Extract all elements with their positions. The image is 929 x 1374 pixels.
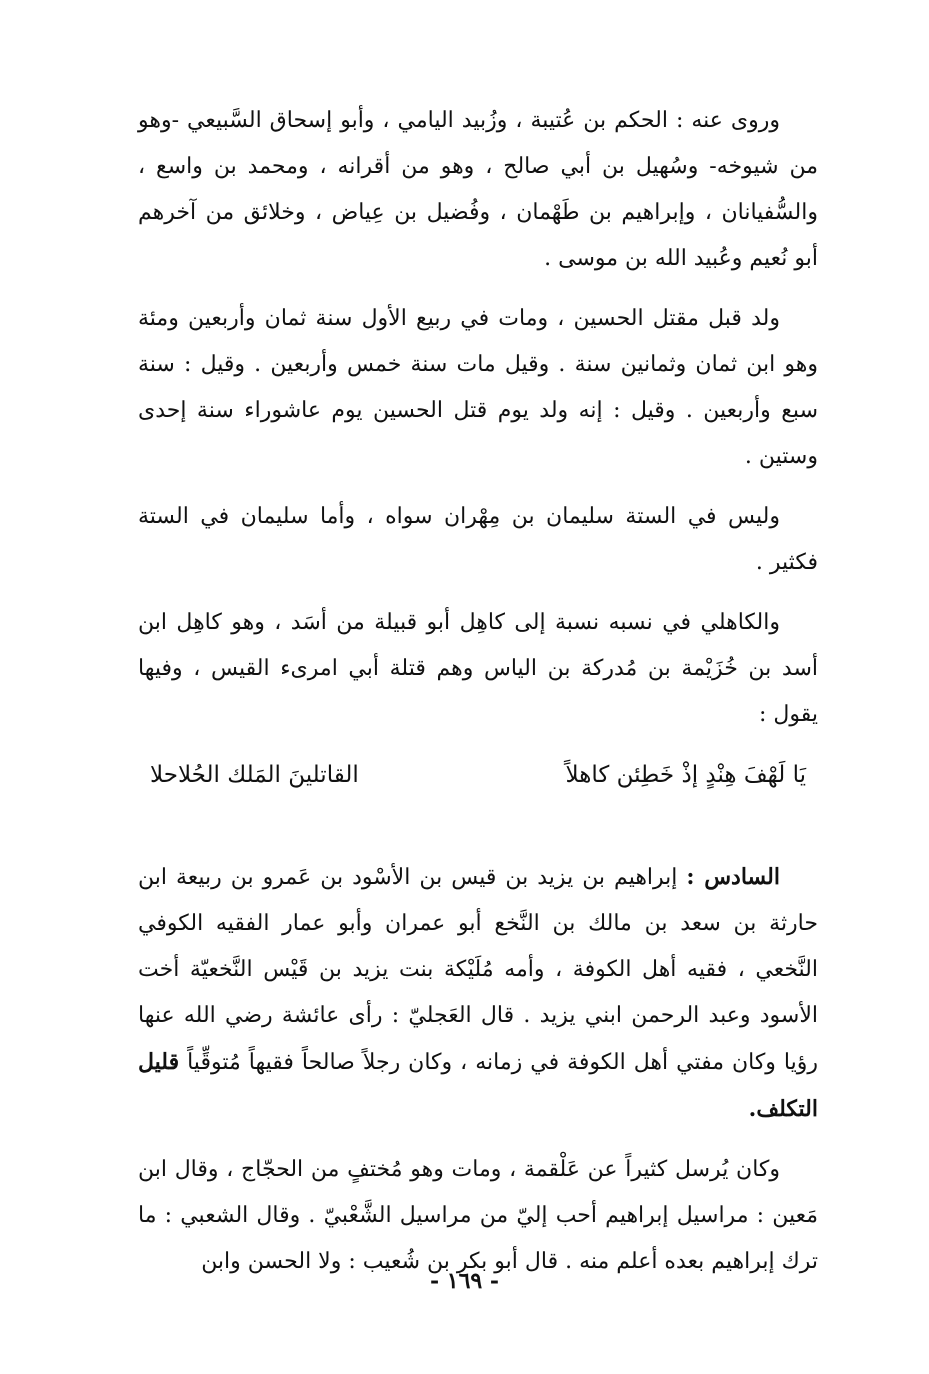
- paragraph-six-books: وليس في الستة سليمان بن مِهْران سواه ، وأما سليمان في الستة فكثير .: [138, 504, 818, 575]
- poem-verse: [150, 752, 806, 808]
- verse-first-hemistich: يَا لَهْفَ هِنْدٍ إذْ خَطِئن كاهلاً: [565, 762, 806, 788]
- page-number: - ١٦٩ -: [429, 1268, 500, 1294]
- paragraph-sixth-narrator: [138, 854, 818, 1133]
- verse-second-hemistich: القاتلينَ المَلك الحُلاحلا: [150, 762, 359, 788]
- page-body: [138, 98, 818, 1299]
- section-six-tail: قليل التكلف.: [138, 1049, 818, 1122]
- section-lead-label: السادس :: [686, 864, 780, 890]
- paragraph-birth-death: ولد قبل مقتل الحسين ، ومات في ربيع الأول سنة ثمان وأربعين ومئة وهو ابن ثمان وثمانين سنة . وقيل مات سنة خمس وأربعين . وقيل : سنة سبع وأربعين . وقيل : إنه ولد يوم قتل الحسين يوم عاشوراء سنة إحدى وستين .: [138, 306, 818, 469]
- section-spacer: [138, 808, 818, 854]
- paragraph-kahili: والكاهلي في نسبه نسبة إلى كاهِل أبو قبيلة من أسَد ، وهو كاهِل ابن أسد بن خُزَيْمة بن مُدركة بن الياس وهم قتلة أبي امرىء القيس ، وفيها يقول :: [138, 610, 818, 727]
- section-six-body: إبراهيم بن يزيد بن قيس بن الأسْود بن عَمرو بن ربيعة ابن حارثة بن سعد بن مالك بن النَّخع أبو عمران وأبو عمار الفقيه الكوفي النَّخعي ، فقيه أهل الكوفة ، وأمه مُلَيْكة بنت يزيد بن قَيْس النَّخعيّة أخت الأسود وعبد الرحمن ابني يزيد . قال العَجليّ : رأى عائشة رضي الله عنها رؤيا وكان مفتي أهل الكوفة في زمانه ، وكان رجلاً صالحاً فقيهاً مُتوقِّياً: [138, 865, 818, 1075]
- paragraph-mursal: وكان يُرسل كثيراً عن عَلْقمة ، ومات وهو مُختفٍ من الحجّاج ، وقال ابن مَعين : مراسيل إبراهيم أحب إليّ من مراسيل الشَّعْبيّ . وقال الشعبي : ما ترك إبراهيم بعده أعلم منه . قال أبو بكر بن شُعيب : ولا الحسن وابن: [138, 1157, 818, 1274]
- paragraph-narrators: وروى عنه : الحكم بن عُتيبة ، وزُبيد اليامي ، وأبو إسحاق السَّبيعي -وهو من شيوخه- وسُهيل بن أبي صالح ، وهو من أقرانه ، ومحمد بن واسع ، والسُّفيانان ، وإبراهيم بن طَهْمان ، وفُضيل بن عِياض ، وخلائق من آخرهم أبو نُعيم وعُبيد الله بن موسى .: [138, 108, 818, 271]
